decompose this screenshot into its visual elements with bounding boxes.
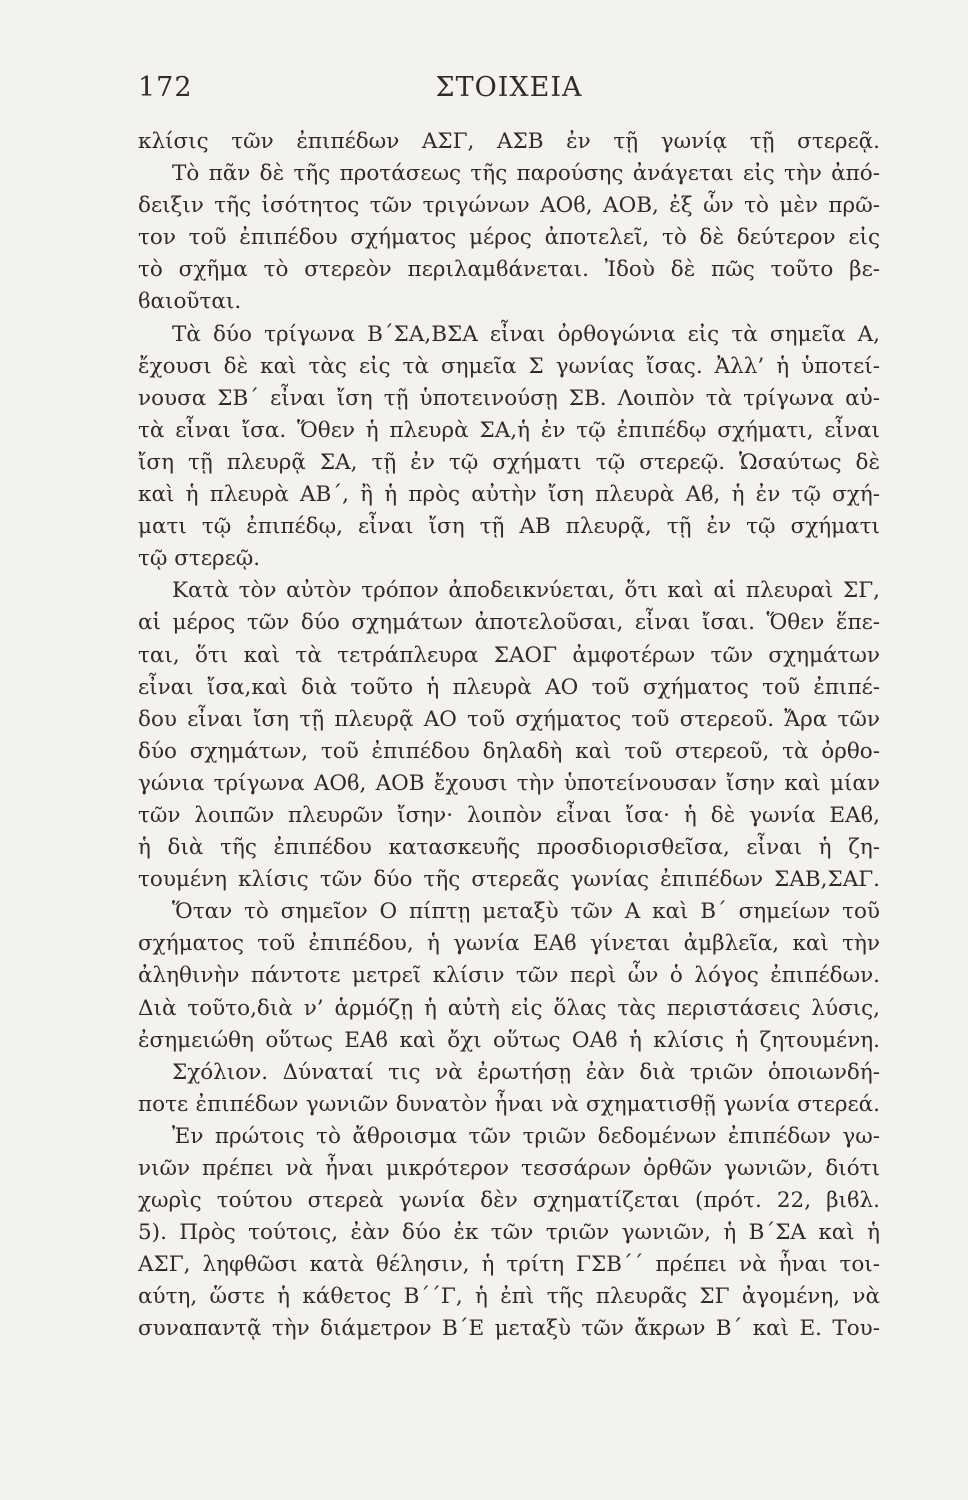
text-line: ΑΣΓ, ληφθῶσι κατὰ θέλησιν, ἡ τρίτη ΓΣΒ΄΄ πρέπει νὰ ἦναι τοι- <box>138 1252 880 1278</box>
text-line: ἀληθινὴν πάντοτε μετρεῖ κλίσιν τῶν περὶ ὧν ὁ λόγος ἐπιπέδων. <box>138 963 880 989</box>
text-line: 5). Πρὸς τούτοις, ἐὰν δύο ἐκ τῶν τριῶν γωνιῶν, ἡ Β΄ΣΑ καὶ ἡ <box>138 1220 880 1246</box>
text-line: Ὅταν τὸ σημεῖον Ο πίπτῃ μεταξὺ τῶν Α καὶ Β΄ σημείων τοῦ <box>172 899 880 925</box>
text-line: ἔχουσι δὲ καὶ τὰς εἰς τὰ σημεῖα Σ γωνίας ἴσας. Ἀλλ’ ἡ ὑποτεί- <box>138 353 880 379</box>
text-line: Σχόλιον. Δύναταί τις νὰ ἐρωτήσῃ ἐὰν διὰ τριῶν ὁποιωνδή- <box>172 1059 880 1085</box>
text-line: κλίσις τῶν ἐπιπέδων ΑΣΓ, ΑΣΒ ἐν τῇ γωνίᾳ τῇ στερεᾷ. <box>138 129 880 154</box>
text-line: ἴση τῇ πλευρᾷ ΣΑ, τῇ ἐν τῷ σχήματι τῷ στερεῷ. Ὡσαύτως δὲ <box>138 449 880 475</box>
text-line: αύτη, ὥστε ἡ κάθετος Β΄΄Γ, ἡ ἐπὶ τῆς πλευρᾶς ΣΓ ἀγομένη, νὰ <box>138 1284 880 1310</box>
text-line: ποτε ἐπιπέδων γωνιῶν δυνατὸν ἦναι νὰ σχηματισθῇ γωνία στερεά. <box>138 1091 880 1117</box>
text-line: εἶναι ἴσα,καὶ διὰ τοῦτο ἡ πλευρὰ ΑΟ τοῦ σχήματος τοῦ ἐπιπέ- <box>138 674 880 700</box>
text-line: τὰ εἶναι ἴσα. Ὅθεν ἡ πλευρὰ ΣΑ,ἡ ἐν τῷ ἐπιπέδῳ σχήματι, εἶναι <box>138 417 880 443</box>
text-line: τουμένη κλίσις τῶν δύο τῆς στερεᾶς γωνίας ἐπιπέδων ΣΑΒ,ΣΑΓ. <box>138 867 880 893</box>
text-line: ἐσημειώθη οὕτως ΕΑϐ καὶ ὄχι οὕτως ΟΑϐ ἡ κλίσις ἡ ζητουμένη. <box>138 1027 880 1053</box>
text-line: ἡ διὰ τῆς ἐπιπέδου κατασκευῆς προσδιορισθεῖσα, εἶναι ἡ ζη- <box>138 835 880 861</box>
text-line: τῷ στερεῷ. <box>138 546 261 572</box>
text-line: δειξιν τῆς ἰσότητος τῶν τριγώνων ΑΟϐ, ΑΟΒ, ἐξ ὧν τὸ μὲν πρῶ- <box>138 193 880 219</box>
text-line: ματι τῷ ἐπιπέδῳ, εἶναι ἴση τῇ ΑΒ πλευρᾷ, τῇ ἐν τῷ σχήματι <box>138 514 880 540</box>
text-line: τον τοῦ ἐπιπέδου σχήματος μέρος ἀποτελεῖ, τὸ δὲ δεύτερον εἰς <box>138 225 880 251</box>
text-line: Διὰ τοῦτο,διὰ ν’ ἁρμόζῃ ἡ αὐτὴ εἰς ὅλας τὰς περιστάσεις λύσις, <box>138 995 880 1021</box>
running-title: ΣΤΟΙΧΕΙΑ <box>435 72 583 103</box>
text-line: καὶ ἡ πλευρὰ ΑΒ΄, ἢ ἡ πρὸς αὐτὴν ἴση πλευρὰ Αϐ, ἡ ἐν τῷ σχή- <box>138 482 880 508</box>
text-line: τῶν λοιπῶν πλευρῶν ἴσην· λοιπὸν εἶναι ἴσα· ἡ δὲ γωνία ΕΑϐ, <box>138 802 880 828</box>
text-line: δου εἶναι ἴση τῇ πλευρᾷ ΑΟ τοῦ σχήματος τοῦ στερεοῦ. Ἄρα τῶν <box>138 706 880 732</box>
page-header <box>138 72 880 112</box>
text-line: γώνια τρίγωνα ΑΟϐ, ΑΟΒ ἔχουσι τὴν ὑποτείνουσαν ἴσην καὶ μίαν <box>138 770 880 796</box>
page-number: 172 <box>138 72 193 103</box>
text-line: νιῶν πρέπει νὰ ἦναι μικρότερον τεσσάρων ὀρθῶν γωνιῶν, διότι <box>138 1156 880 1181</box>
text-line: χωρὶς τούτου στερεὰ γωνία δὲν σχηματίζεται (πρότ. 22, βιϐλ. <box>138 1188 880 1214</box>
text-line: αἱ μέρος τῶν δύο σχημάτων ἀποτελοῦσαι, εἶναι ἴσαι. Ὅθεν ἕπε- <box>138 610 880 636</box>
text-line: τὸ σχῆμα τὸ στερεὸν περιλαμϐάνεται. Ἰδοὺ δὲ πῶς τοῦτο βε- <box>138 257 880 283</box>
text-line: σχήματος τοῦ ἐπιπέδου, ἡ γωνία ΕΑϐ γίνεται ἀμβλεῖα, καὶ τὴν <box>138 931 880 957</box>
text-line: ϐαιοῦται. <box>138 289 242 315</box>
text-line: Κατὰ τὸν αὐτὸν τρόπον ἀποδεικνύεται, ὅτι καὶ αἱ πλευραὶ ΣΓ, <box>172 578 880 604</box>
text-line: δύο σχημάτων, τοῦ ἐπιπέδου δηλαδὴ καὶ τοῦ στερεοῦ, τὰ ὀρθο- <box>138 738 880 764</box>
text-line: συναπαντᾷ τὴν διάμετρον Β΄Ε μεταξὺ τῶν ἄκρων Β΄ καὶ Ε. Του- <box>138 1316 880 1342</box>
text-line: νουσα ΣΒ΄ εἶναι ἴση τῇ ὑποτεινούσῃ ΣΒ. Λοιπὸν τὰ τρίγωνα αὐ- <box>138 385 880 411</box>
text-line: Ἐν πρώτοις τὸ ἄθροισμα τῶν τριῶν δεδομένων ἐπιπέδων γω- <box>172 1123 880 1149</box>
text-line: Τὰ δύο τρίγωνα Β΄ΣΑ,ΒΣΑ εἶναι ὀρθογώνια εἰς τὰ σημεῖα Α, <box>172 321 880 347</box>
body-text <box>138 126 880 1346</box>
text-line: ται, ὅτι καὶ τὰ τετράπλευρα ΣΑΟΓ ἀμφοτέρων τῶν σχημάτων <box>138 642 880 668</box>
text-line: Τὸ πᾶν δὲ τῆς προτάσεως τῆς παρούσης ἀνάγεται εἰς τὴν ἀπό- <box>172 161 880 187</box>
